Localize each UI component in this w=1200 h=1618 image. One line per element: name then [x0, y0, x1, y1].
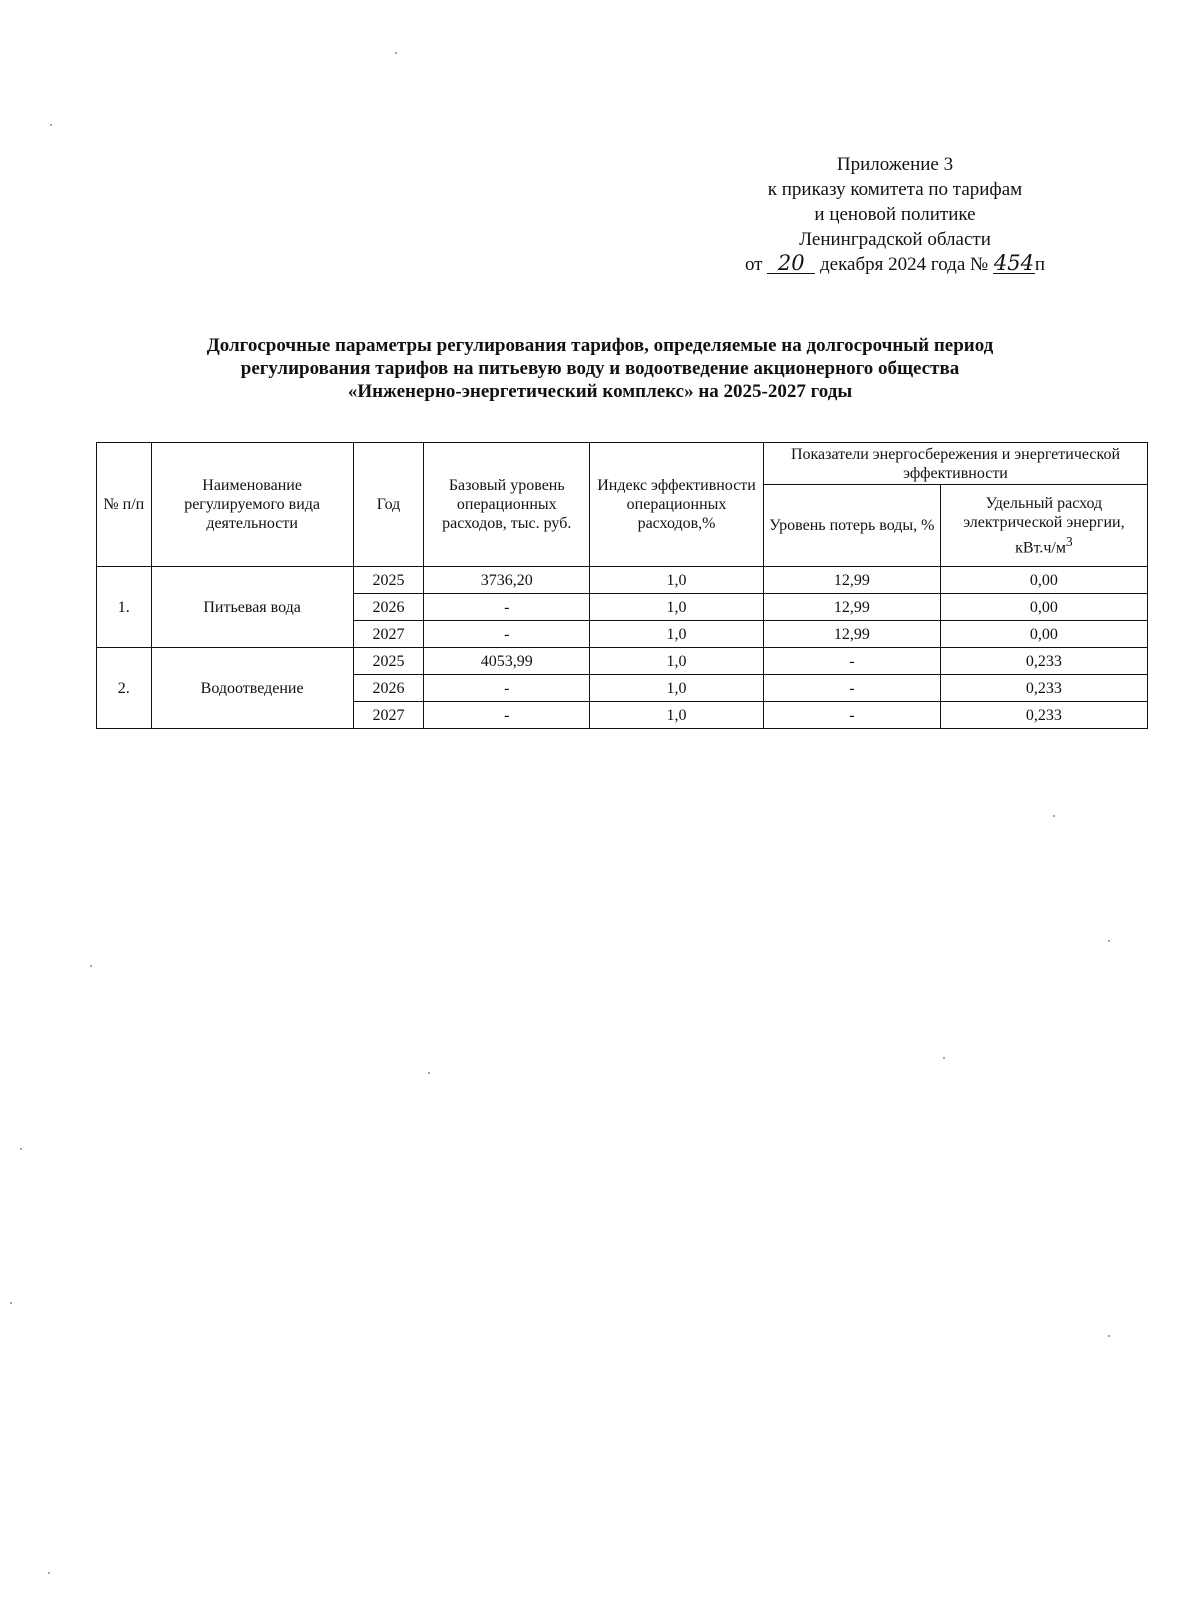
row-activity: Водоотведение — [151, 648, 353, 729]
date-rest: декабря 2024 года № — [820, 254, 989, 275]
cell-index: 1,0 — [590, 621, 764, 648]
cell-energy: 0,233 — [940, 648, 1147, 675]
header-energy-consumption-sup: 3 — [1065, 533, 1073, 549]
approval-date-line — [700, 252, 1090, 277]
cell-year: 2025 — [353, 567, 424, 594]
scan-speck — [50, 124, 52, 126]
approval-line-2: к приказу комитета по тарифам — [767, 179, 1023, 200]
cell-energy: 0,233 — [940, 702, 1147, 729]
table-row — [97, 648, 1148, 675]
date-prefix: от — [744, 254, 763, 275]
cell-base: - — [424, 675, 590, 702]
cell-base: - — [424, 702, 590, 729]
cell-index: 1,0 — [590, 675, 764, 702]
cell-energy: 0,00 — [940, 567, 1147, 594]
document-title — [100, 334, 1100, 403]
row-num: 1. — [97, 567, 152, 648]
cell-loss: 12,99 — [763, 621, 940, 648]
cell-year: 2026 — [353, 675, 424, 702]
approval-block — [700, 152, 1090, 277]
cell-loss: - — [763, 648, 940, 675]
title-line-2: регулирования тарифов на питьевую воду и водоотведение акционерного общества — [240, 358, 960, 379]
handwritten-order-number: 454 — [993, 251, 1034, 275]
cell-index: 1,0 — [590, 702, 764, 729]
cell-loss: 12,99 — [763, 567, 940, 594]
scan-speck — [943, 1057, 945, 1059]
cell-year: 2025 — [353, 648, 424, 675]
cell-base: - — [424, 621, 590, 648]
cell-energy: 0,233 — [940, 675, 1147, 702]
table-row — [97, 567, 1148, 594]
cell-index: 1,0 — [590, 594, 764, 621]
title-line-1: Долгосрочные параметры регулирования тарифов, определяемые на долгосрочный период — [206, 335, 994, 356]
header-energy-group: Показатели энергосбережения и энергетической эффективности — [763, 443, 1147, 485]
scan-speck — [20, 1148, 22, 1150]
cell-loss: 12,99 — [763, 594, 940, 621]
scan-speck — [1108, 1335, 1110, 1337]
scan-speck — [428, 1072, 430, 1074]
title-line-3: «Инженерно-энергетический комплекс» на 2025-2027 годы — [347, 381, 853, 402]
header-water-loss: Уровень потерь воды, % — [763, 485, 940, 567]
header-base-level: Базовый уровень операционных расходов, тыс. руб. — [424, 443, 590, 567]
cell-loss: - — [763, 675, 940, 702]
cell-base: 4053,99 — [424, 648, 590, 675]
cell-energy: 0,00 — [940, 621, 1147, 648]
cell-year: 2026 — [353, 594, 424, 621]
scan-speck — [395, 52, 397, 54]
header-num: № п/п — [97, 443, 152, 567]
handwritten-date-day: 20 — [767, 253, 815, 274]
cell-year: 2027 — [353, 621, 424, 648]
scan-speck — [48, 1572, 50, 1574]
approval-line-3: и ценовой политике — [814, 204, 976, 225]
header-energy-consumption-text: Удельный расход электрической энергии, кВт.ч/м — [963, 494, 1125, 557]
cell-index: 1,0 — [590, 567, 764, 594]
scan-speck — [10, 1302, 12, 1304]
cell-index: 1,0 — [590, 648, 764, 675]
cell-year: 2027 — [353, 702, 424, 729]
scan-speck — [1108, 940, 1110, 942]
header-year: Год — [353, 443, 424, 567]
cell-loss: - — [763, 702, 940, 729]
cell-base: - — [424, 594, 590, 621]
scan-speck — [90, 965, 92, 967]
row-num: 2. — [97, 648, 152, 729]
header-efficiency-index: Индекс эффективности операционных расходов,% — [590, 443, 764, 567]
tariff-parameters-table — [96, 442, 1148, 729]
cell-energy: 0,00 — [940, 594, 1147, 621]
row-activity: Питьевая вода — [151, 567, 353, 648]
scan-speck — [1053, 815, 1055, 817]
header-energy-consumption — [940, 485, 1147, 567]
cell-base: 3736,20 — [424, 567, 590, 594]
header-activity: Наименование регулируемого вида деятельности — [151, 443, 353, 567]
order-suffix: п — [1034, 254, 1046, 275]
approval-line-1: Приложение 3 — [836, 154, 954, 175]
approval-line-4: Ленинградской области — [799, 229, 991, 250]
